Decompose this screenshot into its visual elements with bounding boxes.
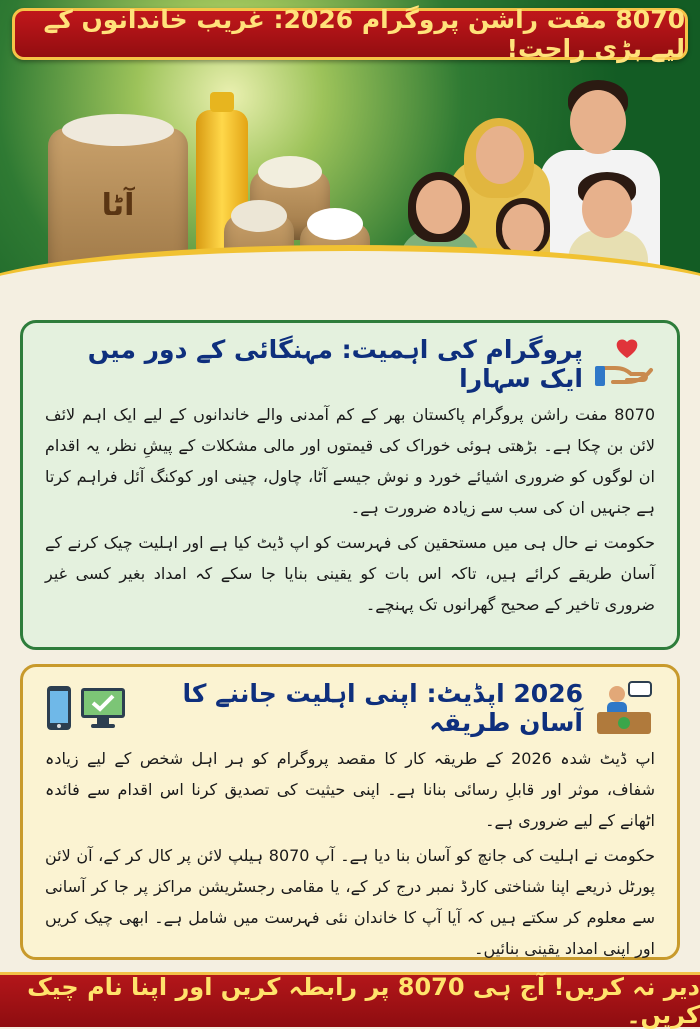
paragraph: اپ ڈیٹ شدہ 2026 کے طریقہ کار کا مقصد پروگرام کو ہر اہل شخص کے لیے زیادہ شفاف، موثر اور قابلِ رسائی بنانا ہے۔ اپنی حیثیت کی تصدیق کرنا اس اقدام سے فائدہ اٹھانے کے لیے ضروری ہے۔: [45, 749, 656, 830]
card-title: پروگرام کی اہمیت: مہنگائی کے دور میں ایک سہارا: [87, 335, 583, 393]
card-body: [45, 743, 655, 964]
paragraph: حکومت نے حال ہی میں مستحقین کی فہرست کو اپ ڈیٹ کیا ہے اور اہلیت چیک کرنے کے آسان طریقے کرائے ہیں، تاکہ اس بات کو یقینی بنایا جا سکے کہ امداد بغیر کسی غیر ضروری تاخیر کے صحیح گھرانوں تک پہنچے۔: [45, 533, 655, 614]
card-title: 2026 اپڈیٹ: اپنی اہلیت جاننے کا آسان طریقہ: [182, 679, 583, 737]
program-importance-card: [20, 320, 680, 650]
title-banner: [12, 5, 688, 63]
hero-banner: [0, 0, 700, 310]
flour-sack-label: آٹا: [101, 188, 135, 223]
page-title: 8070 مفت راشن پروگرام 2026: غریب خاندانوں کے لیے بڑی راحت!: [43, 5, 685, 63]
computer-icon: [79, 684, 127, 732]
footer-cta-text: دیر نہ کریں! آج ہی 8070 پر رابطہ کریں اور اپنا نام چیک کریں۔: [27, 973, 700, 1029]
card-header: [45, 679, 655, 737]
paragraph: 8070 مفت راشن پروگرام پاکستان بھر کے کم آمدنی والے خاندانوں کے لیے ایک اہم لائف لائن بن چکا ہے۔ بڑھتی ہوئی خوراک کی قیمتوں اور مالی مشکلات کے پیشِ نظر، یہ اقدام ان لوگوں کو ضروری اشیائے خورد و نوش جیسے آٹا، چاول، چینی اور کوکنگ آئل فراہم کرتا ہے جنہیں ان کی سب سے زیادہ ضرورت ہے۔: [45, 405, 655, 517]
card-header: [45, 335, 655, 393]
card-body: [45, 399, 655, 620]
help-desk-icon: [593, 680, 655, 736]
paragraph: حکومت نے اہلیت کی جانچ کو آسان بنا دیا ہے۔ آپ 8070 ہیلپ لائن پر کال کر کے، آن لائن پورٹل ذریعے اپنا شناختی کارڈ نمبر درج کر کے، یا مقامی رجسٹریشن مراکز پر جا کر آسانی سے معلوم کر سکتے ہیں کہ آیا آپ کا خاندان نئی فہرست میں شامل ہے۔ ابھی چیک کریں اور اپنی امداد یقینی بنائیں۔: [45, 846, 655, 958]
eligibility-update-card: [20, 664, 680, 960]
phone-icon: [45, 684, 73, 732]
footer-banner: [0, 972, 700, 1027]
heart-hand-icon: [593, 338, 655, 390]
